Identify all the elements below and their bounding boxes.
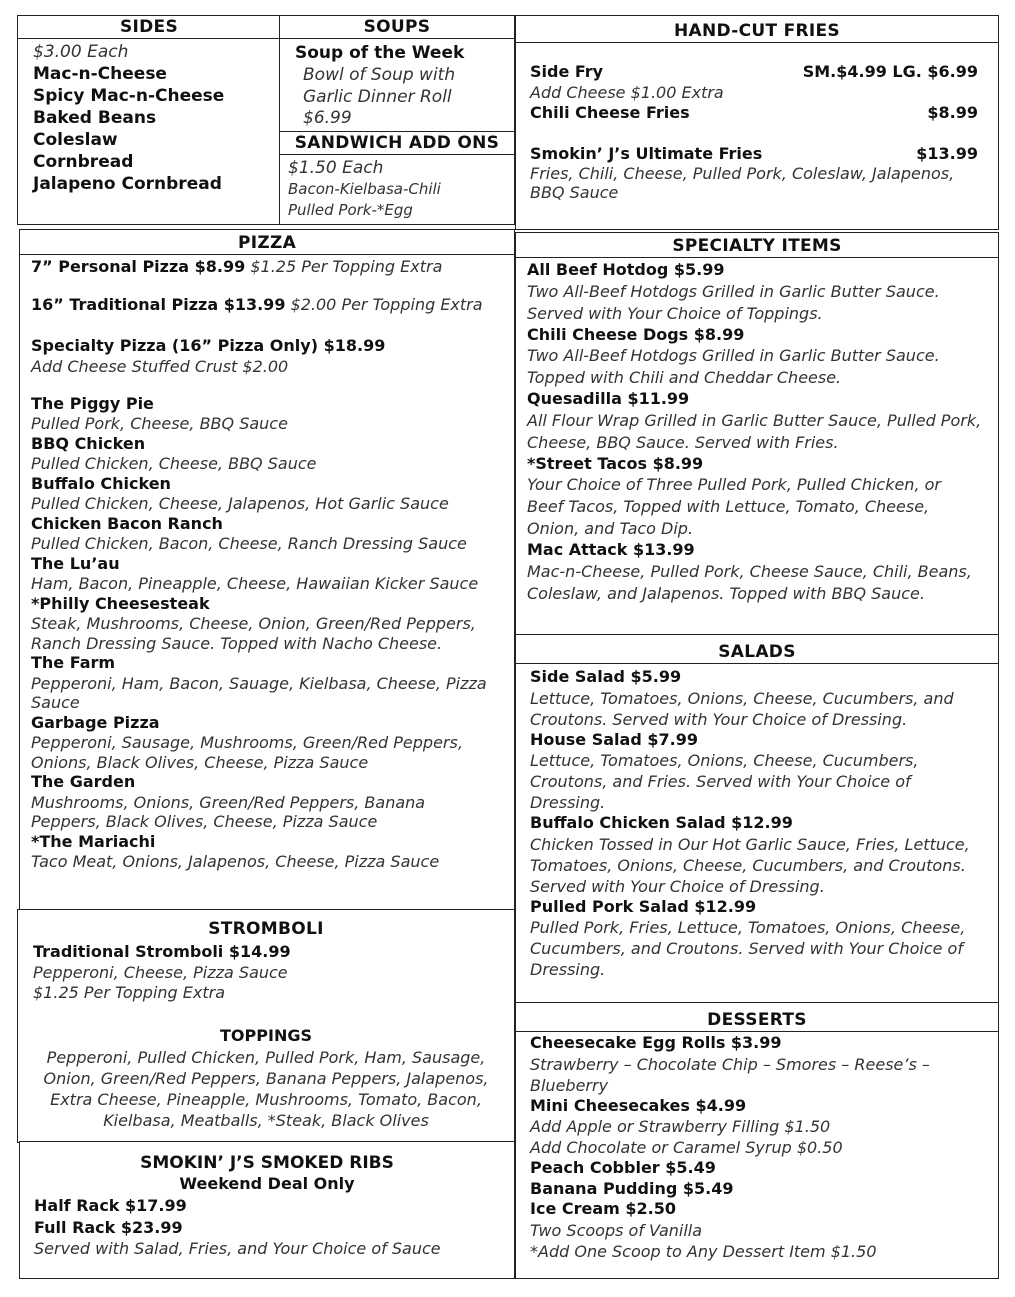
item-name: Chili Cheese Dogs $8.99 — [527, 324, 745, 344]
item-name: The Farm — [31, 653, 116, 672]
item-desc: Steak, Mushrooms, Cheese, Onion, Green/Red Peppers, — [31, 614, 476, 633]
item-desc: Served with Your Choice of Dressing. — [530, 876, 825, 896]
item-desc: Two All-Beef Hotdogs Grilled in Garlic Butter Sauce. — [527, 281, 940, 301]
addons-desc-line: Bacon-Kielbasa-Chili — [288, 180, 441, 198]
item-desc: Cheese, BBQ Sauce. Served with Fries. — [527, 432, 839, 452]
item-desc: Add Apple or Strawberry Filling $1.50 — [530, 1117, 831, 1136]
list-item — [31, 832, 510, 872]
specialty-title: SPECIALTY ITEMS — [516, 235, 998, 258]
list-item: Mac-n-Cheese — [33, 63, 167, 84]
stromboli-item: Traditional Stromboli $14.99 — [33, 942, 291, 961]
ribs-full-rack: Full Rack $23.99 — [34, 1217, 183, 1237]
sides-title: SIDES — [18, 16, 280, 39]
item-desc: Lettuce, Tomatoes, Onions, Cheese, Cucumbers, and — [530, 688, 954, 708]
item-name: Pulled Pork Salad $12.99 — [530, 896, 757, 916]
addons-price-note: $1.50 Each — [288, 158, 384, 178]
personal-pizza-name: 7” Personal Pizza $8.99 — [31, 257, 246, 276]
side-fry-name: Side Fry — [530, 62, 604, 81]
list-item — [530, 1179, 994, 1200]
item-desc: Sauce — [31, 693, 80, 712]
list-item — [530, 1158, 994, 1179]
soups-title: SOUPS — [280, 16, 514, 39]
item-desc: Ham, Bacon, Pineapple, Cheese, Hawaiian Kicker Sauce — [31, 574, 479, 593]
item-desc: Pepperoni, Ham, Bacon, Sauage, Kielbasa, Cheese, Pizza — [31, 673, 487, 693]
list-item — [530, 1033, 994, 1096]
traditional-pizza — [31, 295, 510, 316]
item-name: The Garden — [31, 772, 136, 791]
specialty-pizza-note: Add Cheese Stuffed Crust $2.00 — [31, 356, 289, 376]
sides-list — [33, 63, 280, 195]
list-item — [31, 713, 510, 773]
desserts-list — [530, 1033, 994, 1262]
list-item — [31, 474, 510, 514]
pizza-title: PIZZA — [20, 232, 514, 255]
item-desc: Ranch Dressing Sauce. Topped with Nacho Cheese. — [31, 633, 443, 653]
item-desc: Blueberry — [530, 1075, 609, 1095]
item-desc: Onions, Black Olives, Cheese, Pizza Sauce — [31, 752, 369, 772]
ribs-section — [19, 1141, 515, 1279]
list-item — [31, 514, 510, 554]
stromboli-topping-note: $1.25 Per Topping Extra — [33, 983, 226, 1002]
item-desc: *Add One Scoop to Any Dessert Item $1.50 — [530, 1241, 877, 1261]
item-desc: Two Scoops of Vanilla — [530, 1220, 703, 1240]
item-desc: Add Chocolate or Caramel Syrup $0.50 — [530, 1138, 843, 1157]
item-name: Banana Pudding $5.49 — [530, 1178, 734, 1198]
stromboli-title: STROMBOLI — [208, 919, 324, 939]
list-item — [530, 1096, 994, 1159]
list-item — [31, 554, 510, 594]
toppings-line: Extra Cheese, Pineapple, Mushrooms, Tomato, Bacon, — [50, 1089, 482, 1109]
stromboli-desc: Pepperoni, Cheese, Pizza Sauce — [33, 962, 288, 982]
list-item: Coleslaw — [33, 129, 118, 150]
list-item — [530, 1199, 994, 1262]
list-item: Cornbread — [33, 151, 134, 172]
list-item — [530, 897, 994, 981]
item-name: All Beef Hotdog $5.99 — [527, 260, 725, 279]
specialty-pizza-name: Specialty Pizza (16” Pizza Only) $18.99 — [31, 336, 386, 355]
list-item — [527, 454, 994, 541]
chili-cheese-fries-row — [530, 103, 978, 124]
pizza-section — [19, 229, 515, 911]
list-item — [530, 813, 994, 897]
list-item — [31, 594, 510, 654]
item-name: Peach Cobbler $5.49 — [530, 1158, 716, 1177]
item-name: Buffalo Chicken — [31, 473, 171, 493]
soup-price: $6.99 — [303, 108, 352, 128]
item-name: Quesadilla $11.99 — [527, 389, 690, 408]
item-name: House Salad $7.99 — [530, 729, 698, 749]
fries-title: HAND-CUT FRIES — [516, 20, 998, 43]
soups-section — [279, 15, 515, 225]
item-desc: Taco Meat, Onions, Jalapenos, Cheese, Pizza Sauce — [31, 852, 440, 871]
list-item — [31, 653, 510, 713]
item-desc: All Flour Wrap Grilled in Garlic Butter Sauce, Pulled Pork, — [527, 410, 982, 430]
item-desc: Coleslaw, and Jalapenos. Topped with BBQ Sauce. — [527, 583, 925, 603]
desserts-title: DESSERTS — [516, 1009, 998, 1032]
item-desc: Strawberry – Chocolate Chip – Smores – Reese’s – — [530, 1054, 930, 1074]
item-desc: Cucumbers, and Croutons. Served with Your Choice of — [530, 939, 963, 958]
list-item — [527, 260, 994, 325]
ultimate-fries-desc: Fries, Chili, Cheese, Pulled Pork, Coleslaw, Jalapenos, — [530, 164, 955, 183]
item-name: *Street Tacos $8.99 — [527, 453, 704, 473]
traditional-pizza-note: $2.00 Per Topping Extra — [290, 294, 483, 314]
list-item — [530, 667, 994, 730]
ribs-half-rack: Half Rack $17.99 — [34, 1195, 187, 1215]
salads-section — [515, 634, 999, 1004]
sides-price-note: $3.00 Each — [33, 42, 129, 62]
side-fry-price: SM.$4.99 LG. $6.99 — [802, 62, 978, 81]
item-name: Chicken Bacon Ranch — [31, 513, 223, 533]
list-item: Spicy Mac-n-Cheese — [33, 85, 225, 106]
item-name: Side Salad $5.99 — [530, 667, 682, 686]
traditional-pizza-name: 16” Traditional Pizza $13.99 — [31, 294, 286, 314]
item-desc: Pulled Pork, Fries, Lettuce, Tomatoes, Onions, Cheese, — [530, 918, 966, 937]
fries-section — [515, 15, 999, 230]
item-desc: Peppers, Black Olives, Cheese, Pizza Sauce — [31, 812, 378, 831]
ultimate-fries-row — [530, 144, 978, 165]
sides-section — [17, 15, 281, 225]
item-name: Cheesecake Egg Rolls $3.99 — [530, 1033, 782, 1052]
desserts-section — [515, 1002, 999, 1279]
item-name: Ice Cream $2.50 — [530, 1199, 676, 1218]
item-name: Mac Attack $13.99 — [527, 540, 695, 559]
list-item — [527, 540, 994, 605]
ultimate-fries-name: Smokin’ J’s Ultimate Fries — [530, 143, 763, 163]
item-name: *The Mariachi — [31, 831, 156, 851]
ribs-note: Served with Salad, Fries, and Your Choice of Sauce — [34, 1238, 441, 1258]
item-desc: Your Choice of Three Pulled Pork, Pulled Chicken, or — [527, 475, 941, 494]
ribs-subtitle: Weekend Deal Only — [179, 1174, 355, 1193]
item-desc: Pulled Pork, Cheese, BBQ Sauce — [31, 414, 288, 433]
item-desc: Mushrooms, Onions, Green/Red Peppers, Banana — [31, 792, 426, 812]
item-desc: Served with Your Choice of Toppings. — [527, 303, 823, 323]
item-name: Buffalo Chicken Salad $12.99 — [530, 813, 793, 832]
item-name: The Lu’au — [31, 553, 120, 573]
specialty-list — [527, 260, 994, 605]
item-desc: Two All-Beef Hotdogs Grilled in Garlic Butter Sauce. — [527, 346, 940, 365]
list-item — [31, 434, 510, 474]
stromboli-section — [17, 909, 515, 1143]
specialty-section — [515, 232, 999, 636]
side-fry-row — [530, 62, 978, 83]
toppings-line: Pepperoni, Pulled Chicken, Pulled Pork, Ham, Sausage, — [46, 1047, 486, 1067]
personal-pizza-note: $1.25 Per Topping Extra — [250, 257, 443, 276]
item-desc: Beef Tacos, Topped with Lettuce, Tomato, Cheese, — [527, 497, 930, 516]
list-item: Baked Beans — [33, 107, 157, 128]
sandwich-addons — [280, 131, 514, 221]
list-item — [31, 772, 510, 832]
personal-pizza — [31, 257, 510, 278]
item-desc: Onion, and Taco Dip. — [527, 519, 694, 538]
sandwich-addons-title: SANDWICH ADD ONS — [280, 132, 514, 155]
item-desc: Pepperoni, Sausage, Mushrooms, Green/Red Peppers, — [31, 733, 463, 752]
ultimate-fries-price: $13.99 — [916, 143, 978, 163]
chili-cheese-fries-price: $8.99 — [927, 103, 978, 122]
soup-of-week: Soup of the Week — [295, 43, 465, 63]
soup-desc-line: Bowl of Soup with — [303, 65, 456, 85]
salads-list — [530, 667, 994, 980]
item-desc: Pulled Chicken, Bacon, Cheese, Ranch Dressing Sauce — [31, 534, 467, 553]
item-desc: Lettuce, Tomatoes, Onions, Cheese, Cucumbers, — [530, 751, 919, 770]
side-fry-note: Add Cheese $1.00 Extra — [530, 82, 724, 102]
salads-title: SALADS — [516, 641, 998, 664]
item-desc: Tomatoes, Onions, Cheese, Cucumbers, and Croutons. — [530, 855, 966, 875]
item-desc: Mac-n-Cheese, Pulled Pork, Cheese Sauce, Chili, Beans, — [527, 561, 972, 581]
item-desc: Croutons. Served with Your Choice of Dressing. — [530, 709, 908, 729]
item-desc: Croutons, and Fries. Served with Your Choice of — [530, 772, 911, 791]
ultimate-fries-desc: BBQ Sauce — [530, 183, 619, 202]
toppings-title: TOPPINGS — [220, 1026, 312, 1045]
item-desc: Pulled Chicken, Cheese, Jalapenos, Hot Garlic Sauce — [31, 494, 449, 513]
list-item — [31, 394, 510, 434]
item-name: The Piggy Pie — [31, 393, 154, 413]
addons-desc-line: Pulled Pork-*Egg — [288, 201, 413, 219]
item-desc: Dressing. — [530, 793, 606, 812]
item-name: Mini Cheesecakes $4.99 — [530, 1095, 747, 1115]
list-item — [530, 730, 994, 814]
item-desc: Dressing. — [530, 960, 606, 979]
toppings-line: Kielbasa, Meatballs, *Steak, Black Olives — [103, 1110, 429, 1130]
item-name: *Philly Cheesesteak — [31, 593, 210, 613]
chili-cheese-fries-name: Chili Cheese Fries — [530, 103, 690, 122]
item-desc: Chicken Tossed in Our Hot Garlic Sauce, Fries, Lettuce, — [530, 834, 970, 854]
list-item — [527, 325, 994, 390]
list-item: Jalapeno Cornbread — [33, 173, 222, 194]
toppings-line: Onion, Green/Red Peppers, Banana Peppers, Jalapenos, — [43, 1068, 489, 1088]
ribs-title: SMOKIN’ J’S SMOKED RIBS — [140, 1153, 394, 1173]
item-name: Garbage Pizza — [31, 712, 160, 732]
soup-desc-line: Garlic Dinner Roll — [303, 87, 452, 107]
pizza-list — [31, 394, 510, 872]
item-name: BBQ Chicken — [31, 433, 146, 453]
list-item — [527, 389, 994, 454]
item-desc: Pulled Chicken, Cheese, BBQ Sauce — [31, 454, 317, 473]
item-desc: Topped with Chili and Cheddar Cheese. — [527, 368, 842, 387]
